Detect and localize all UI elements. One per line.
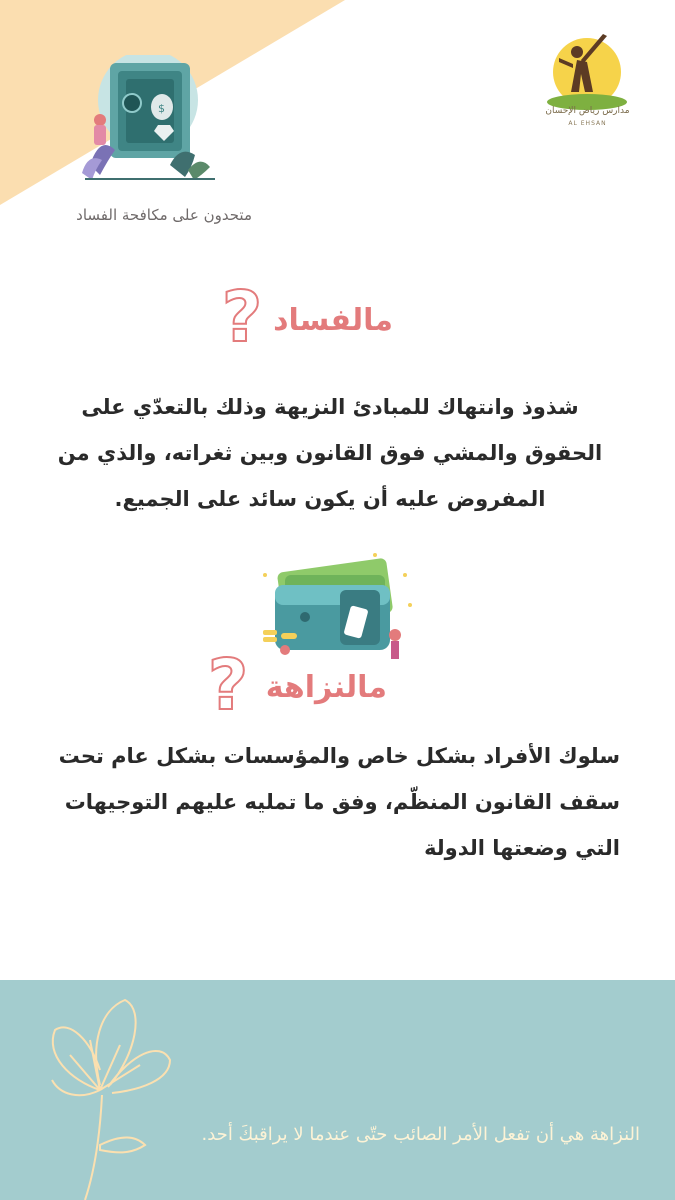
logo-name: مدارس رياض الإحسان (545, 106, 630, 116)
corruption-heading: مالفساد (273, 303, 393, 338)
tagline: متحدون على مكافحة الفساد (76, 206, 252, 224)
integrity-definition: سلوك الأفراد بشكل خاص والمؤسسات بشكل عام تحت سقف القانون المنظّم، وفق ما تمليه عليهم التوجيهات التي وضعتها الدولة (58, 744, 620, 860)
wallet-illustration (255, 545, 420, 665)
integrity-heading: مالنزاهة (265, 670, 387, 705)
flower-icon (30, 985, 180, 1200)
question-mark-icon: ؟ (222, 276, 263, 358)
svg-text:$: $ (158, 102, 165, 115)
integrity-quote: النزاهة هي أن تفعل الأمر الصائب حتّى عندما لا يراقبكَ أحد. (201, 1124, 640, 1145)
question-mark-icon: ؟ (208, 644, 249, 726)
safe-illustration (70, 55, 230, 185)
logo-subtitle: AL EHSAN (568, 120, 607, 127)
corruption-definition: شذوذ وانتهاك للمبادئ النزيهة وذلك بالتعدّي على الحقوق والمشي فوق القانون وبين ثغراته، والذي من المفروض عليه أن يكون سائد على الجميع. (57, 395, 603, 511)
